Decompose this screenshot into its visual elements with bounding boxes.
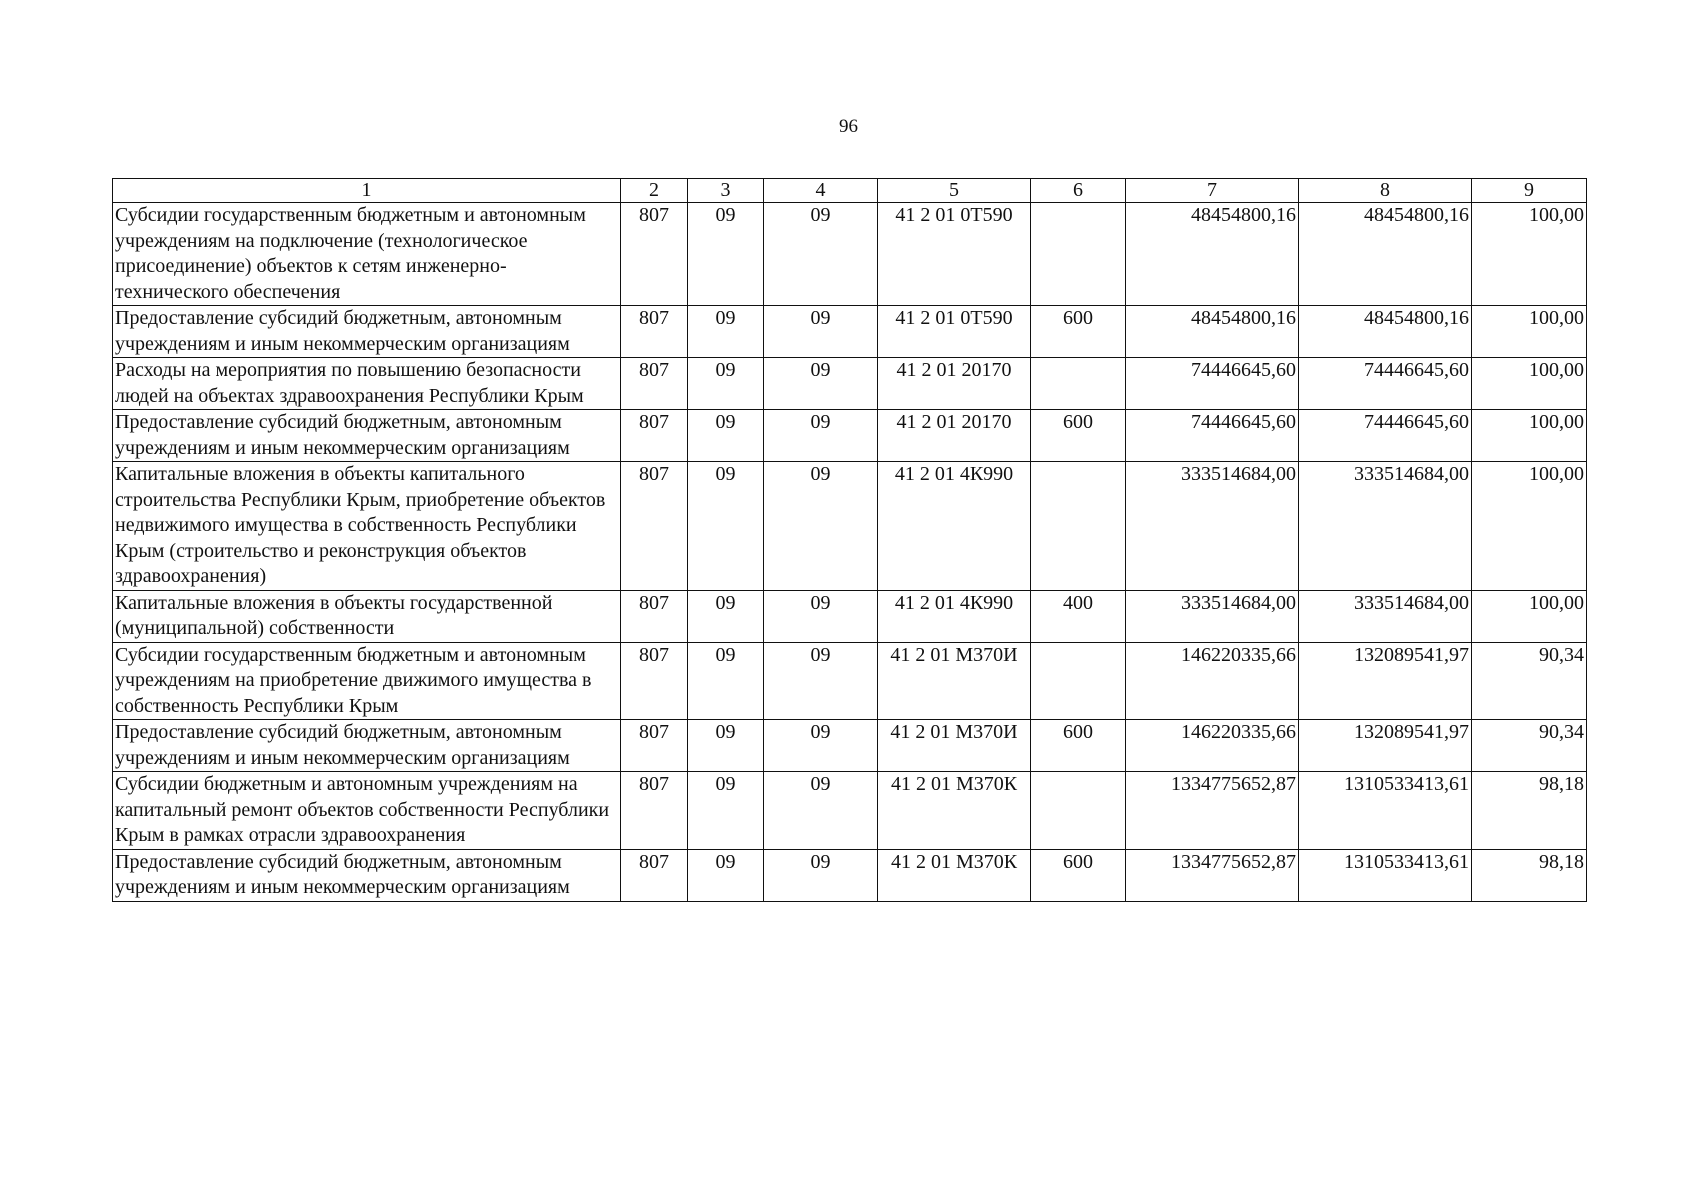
- execution-percent: 90,34: [1472, 720, 1587, 772]
- executed-amount: 74446645,60: [1299, 358, 1472, 410]
- target-article-code: 41 2 01 0Т590: [878, 306, 1031, 358]
- section-code: 09: [688, 358, 764, 410]
- subsection-code: 09: [764, 462, 878, 591]
- executed-amount: 48454800,16: [1299, 203, 1472, 306]
- execution-percent: 100,00: [1472, 358, 1587, 410]
- planned-amount: 1334775652,87: [1126, 772, 1299, 850]
- ministry-code: 807: [621, 203, 688, 306]
- expense-type-code: 600: [1031, 720, 1126, 772]
- expense-type-code: [1031, 462, 1126, 591]
- target-article-code: 41 2 01 4К990: [878, 590, 1031, 642]
- ministry-code: 807: [621, 642, 688, 720]
- row-description: Капитальные вложения в объекты капитального строительства Республики Крым, приобретение объектов недвижимого имущества в собственность Республики Крым (строительство и реконструкция объектов здравоохранения): [113, 462, 621, 591]
- row-description: Предоставление субсидий бюджетным, автономным учреждениям и иным некоммерческим организациям: [113, 720, 621, 772]
- table-row: [113, 590, 1587, 642]
- subsection-code: 09: [764, 849, 878, 901]
- planned-amount: 146220335,66: [1126, 720, 1299, 772]
- execution-percent: 100,00: [1472, 410, 1587, 462]
- execution-percent: 90,34: [1472, 642, 1587, 720]
- column-header: 1: [113, 179, 621, 203]
- column-header: 2: [621, 179, 688, 203]
- execution-percent: 100,00: [1472, 462, 1587, 591]
- table-row: [113, 720, 1587, 772]
- planned-amount: 333514684,00: [1126, 590, 1299, 642]
- expense-type-code: 600: [1031, 306, 1126, 358]
- column-header: 6: [1031, 179, 1126, 203]
- expense-type-code: [1031, 358, 1126, 410]
- planned-amount: 74446645,60: [1126, 410, 1299, 462]
- expense-type-code: 600: [1031, 849, 1126, 901]
- table-row: [113, 410, 1587, 462]
- planned-amount: 1334775652,87: [1126, 849, 1299, 901]
- execution-percent: 100,00: [1472, 590, 1587, 642]
- planned-amount: 74446645,60: [1126, 358, 1299, 410]
- planned-amount: 146220335,66: [1126, 642, 1299, 720]
- ministry-code: 807: [621, 849, 688, 901]
- row-description: Предоставление субсидий бюджетным, автономным учреждениям и иным некоммерческим организациям: [113, 410, 621, 462]
- page-number: 96: [839, 116, 858, 137]
- section-code: 09: [688, 203, 764, 306]
- ministry-code: 807: [621, 772, 688, 850]
- table-row: [113, 358, 1587, 410]
- subsection-code: 09: [764, 590, 878, 642]
- section-code: 09: [688, 462, 764, 591]
- ministry-code: 807: [621, 720, 688, 772]
- ministry-code: 807: [621, 358, 688, 410]
- subsection-code: 09: [764, 772, 878, 850]
- executed-amount: 132089541,97: [1299, 642, 1472, 720]
- column-header: 7: [1126, 179, 1299, 203]
- executed-amount: 1310533413,61: [1299, 849, 1472, 901]
- column-header: 8: [1299, 179, 1472, 203]
- section-code: 09: [688, 849, 764, 901]
- target-article-code: 41 2 01 М370К: [878, 849, 1031, 901]
- executed-amount: 132089541,97: [1299, 720, 1472, 772]
- subsection-code: 09: [764, 203, 878, 306]
- expense-type-code: [1031, 642, 1126, 720]
- subsection-code: 09: [764, 306, 878, 358]
- row-description: Предоставление субсидий бюджетным, автономным учреждениям и иным некоммерческим организациям: [113, 849, 621, 901]
- target-article-code: 41 2 01 М370К: [878, 772, 1031, 850]
- target-article-code: 41 2 01 М370И: [878, 642, 1031, 720]
- column-header: 5: [878, 179, 1031, 203]
- target-article-code: 41 2 01 М370И: [878, 720, 1031, 772]
- section-code: 09: [688, 642, 764, 720]
- execution-percent: 98,18: [1472, 849, 1587, 901]
- execution-percent: 100,00: [1472, 203, 1587, 306]
- target-article-code: 41 2 01 20170: [878, 358, 1031, 410]
- section-code: 09: [688, 590, 764, 642]
- table-row: [113, 642, 1587, 720]
- subsection-code: 09: [764, 720, 878, 772]
- ministry-code: 807: [621, 306, 688, 358]
- ministry-code: 807: [621, 590, 688, 642]
- target-article-code: 41 2 01 0Т590: [878, 203, 1031, 306]
- table-row: [113, 306, 1587, 358]
- ministry-code: 807: [621, 410, 688, 462]
- row-description: Предоставление субсидий бюджетным, автономным учреждениям и иным некоммерческим организациям: [113, 306, 621, 358]
- expense-type-code: [1031, 203, 1126, 306]
- table-row: [113, 462, 1587, 591]
- planned-amount: 333514684,00: [1126, 462, 1299, 591]
- column-header: 3: [688, 179, 764, 203]
- planned-amount: 48454800,16: [1126, 306, 1299, 358]
- row-description: Субсидии бюджетным и автономным учреждениям на капитальный ремонт объектов собственности Республики Крым в рамках отрасли здравоохранения: [113, 772, 621, 850]
- header-row: [113, 179, 1587, 203]
- row-description: Капитальные вложения в объекты государственной (муниципальной) собственности: [113, 590, 621, 642]
- subsection-code: 09: [764, 642, 878, 720]
- table-row: [113, 849, 1587, 901]
- expense-type-code: [1031, 772, 1126, 850]
- expense-type-code: 600: [1031, 410, 1126, 462]
- execution-percent: 100,00: [1472, 306, 1587, 358]
- subsection-code: 09: [764, 410, 878, 462]
- budget-table: [112, 178, 1587, 902]
- section-code: 09: [688, 720, 764, 772]
- section-code: 09: [688, 306, 764, 358]
- column-header: 9: [1472, 179, 1587, 203]
- executed-amount: 333514684,00: [1299, 590, 1472, 642]
- executed-amount: 333514684,00: [1299, 462, 1472, 591]
- table-row: [113, 203, 1587, 306]
- row-description: Субсидии государственным бюджетным и автономным учреждениям на приобретение движимого имущества в собственность Республики Крым: [113, 642, 621, 720]
- subsection-code: 09: [764, 358, 878, 410]
- planned-amount: 48454800,16: [1126, 203, 1299, 306]
- executed-amount: 48454800,16: [1299, 306, 1472, 358]
- execution-percent: 98,18: [1472, 772, 1587, 850]
- target-article-code: 41 2 01 4К990: [878, 462, 1031, 591]
- row-description: Расходы на мероприятия по повышению безопасности людей на объектах здравоохранения Республики Крым: [113, 358, 621, 410]
- table-row: [113, 772, 1587, 850]
- row-description: Субсидии государственным бюджетным и автономным учреждениям на подключение (технологическое присоединение) объектов к сетям инженерно-технического обеспечения: [113, 203, 621, 306]
- ministry-code: 807: [621, 462, 688, 591]
- target-article-code: 41 2 01 20170: [878, 410, 1031, 462]
- section-code: 09: [688, 410, 764, 462]
- executed-amount: 1310533413,61: [1299, 772, 1472, 850]
- column-header: 4: [764, 179, 878, 203]
- expense-type-code: 400: [1031, 590, 1126, 642]
- section-code: 09: [688, 772, 764, 850]
- executed-amount: 74446645,60: [1299, 410, 1472, 462]
